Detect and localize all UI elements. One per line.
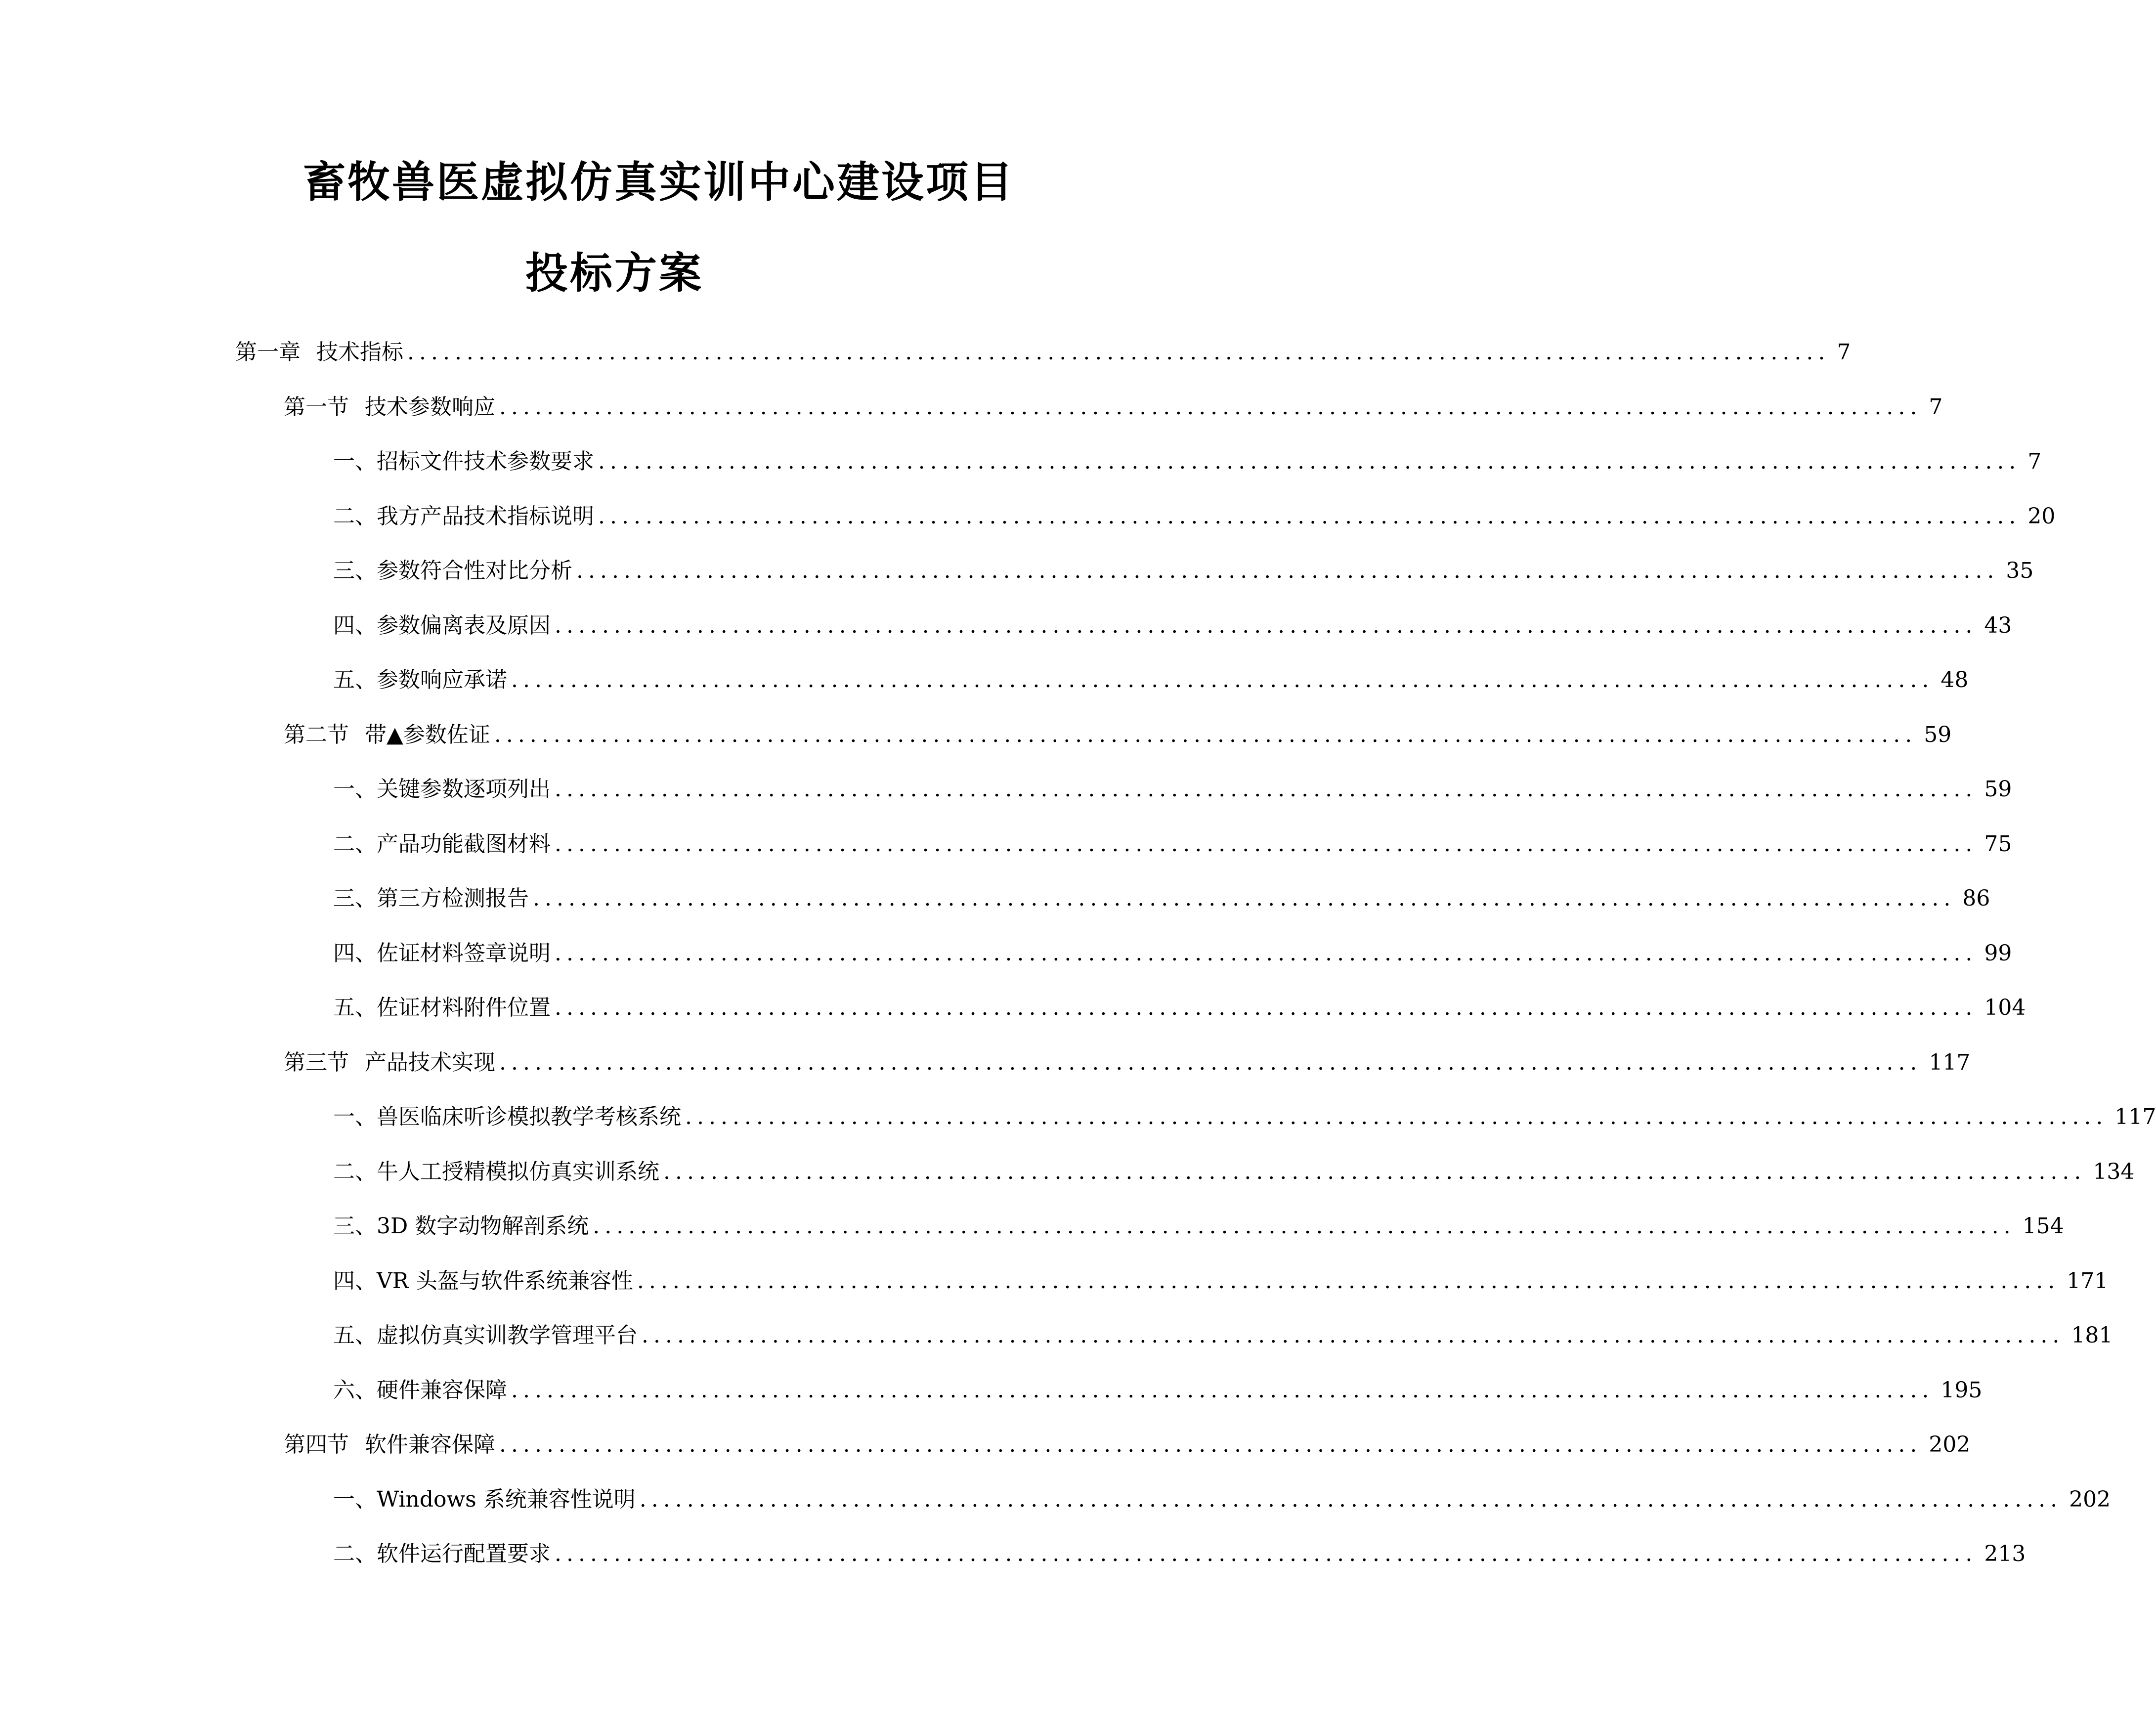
toc-entry-page-number: 48 xyxy=(1940,667,1969,693)
toc-dot-leader: ........................................................................................................................ xyxy=(598,504,2021,529)
toc-dot-leader: ........................................................................................................................ xyxy=(533,886,1956,911)
toc-dot-leader: ........................................................................................................................ xyxy=(511,667,1934,693)
toc-entry-page-number: 202 xyxy=(2069,1487,2111,1512)
toc-entry[interactable] xyxy=(333,991,2026,1025)
toc-entry-page-number: 117 xyxy=(1929,1050,1971,1075)
toc-entry-label: VR 头盔与软件系统兼容性 xyxy=(377,1268,633,1294)
toc-entry[interactable] xyxy=(284,1428,1971,1462)
toc-entry[interactable] xyxy=(333,554,2034,588)
toc-entry-number: 二、 xyxy=(333,1541,377,1566)
toc-entry[interactable] xyxy=(333,1155,2135,1189)
toc-entry-label: 带▲参数佐证 xyxy=(365,722,490,747)
toc-entry[interactable] xyxy=(333,663,1969,697)
toc-entry-page-number: 7 xyxy=(1837,340,1851,365)
toc-entry-label: 参数符合性对比分析 xyxy=(377,558,572,583)
toc-entry-label: 参数偏离表及原因 xyxy=(377,613,551,638)
toc-entry-number: 一、 xyxy=(333,1104,377,1129)
toc-entry[interactable] xyxy=(333,1318,2113,1353)
toc-entry-page-number: 35 xyxy=(2006,558,2034,583)
toc-entry-page-number: 195 xyxy=(1940,1378,1983,1403)
toc-entry-label: Windows 系统兼容性说明 xyxy=(377,1487,636,1512)
toc-entry-number: 五、 xyxy=(333,1323,377,1348)
toc-entry-label: 硬件兼容保障 xyxy=(377,1378,507,1403)
toc-entry-label: 招标文件技术参数要求 xyxy=(377,449,594,474)
document-title-line-2: 投标方案 xyxy=(525,249,703,298)
toc-entry-number: 一、 xyxy=(333,1487,377,1512)
toc-dot-leader: ........................................................................................................................ xyxy=(499,394,1922,420)
toc-entry-page-number: 20 xyxy=(2027,504,2056,529)
toc-entry-number: 二、 xyxy=(333,1159,377,1184)
toc-entry-label: 技术指标 xyxy=(316,340,403,365)
toc-entry-page-number: 181 xyxy=(2071,1323,2113,1348)
toc-entry-label: 兽医临床听诊模拟教学考核系统 xyxy=(377,1104,681,1129)
toc-entry-page-number: 117 xyxy=(2114,1104,2156,1129)
document-title-line-1: 畜牧兽医虚拟仿真实训中心建设项目 xyxy=(303,158,1015,207)
toc-entry[interactable] xyxy=(284,1045,1971,1080)
toc-entry-number: 四、 xyxy=(333,1268,377,1294)
toc-entry-label: 软件运行配置要求 xyxy=(377,1541,551,1566)
toc-dot-leader: ........................................................................................................................ xyxy=(555,831,1978,857)
toc-entry[interactable] xyxy=(333,608,2012,643)
toc-entry-number: 一、 xyxy=(333,777,377,802)
toc-entry-label: 佐证材料签章说明 xyxy=(377,941,551,966)
toc-entry-number: 第四节 xyxy=(284,1432,349,1457)
toc-entry-page-number: 104 xyxy=(1984,995,2026,1020)
toc-entry[interactable] xyxy=(333,936,2012,971)
toc-entry-label: 软件兼容保障 xyxy=(365,1432,495,1457)
toc-entry-page-number: 171 xyxy=(2067,1268,2109,1294)
toc-entry[interactable] xyxy=(333,1264,2109,1299)
toc-entry[interactable] xyxy=(333,827,2012,862)
toc-entry-page-number: 213 xyxy=(1984,1541,2026,1566)
toc-entry[interactable] xyxy=(333,881,1990,916)
toc-entry-label: 参数响应承诺 xyxy=(377,667,507,693)
toc-entry-label: 产品功能截图材料 xyxy=(377,831,551,857)
toc-entry[interactable] xyxy=(333,444,2042,479)
toc-entry-page-number: 59 xyxy=(1924,722,1952,747)
toc-dot-leader: ........................................................................................................................ xyxy=(555,777,1978,802)
toc-entry-page-number: 7 xyxy=(2027,449,2042,474)
toc-entry-page-number: 86 xyxy=(1962,886,1990,911)
toc-entry-number: 二、 xyxy=(333,504,377,529)
toc-entry-page-number: 134 xyxy=(2093,1159,2135,1184)
toc-dot-leader: ........................................................................................................................ xyxy=(663,1159,2086,1184)
toc-entry-label: 我方产品技术指标说明 xyxy=(377,504,594,529)
toc-entry-number: 五、 xyxy=(333,995,377,1020)
toc-dot-leader: ........................................................................................................................ xyxy=(555,613,1978,638)
toc-entry-number: 三、 xyxy=(333,558,377,583)
toc-entry-page-number: 202 xyxy=(1929,1432,1971,1457)
toc-entry-label: 牛人工授精模拟仿真实训系统 xyxy=(377,1159,659,1184)
toc-entry[interactable] xyxy=(235,335,1851,370)
toc-entry-page-number: 7 xyxy=(1929,394,1943,420)
toc-entry-label: 产品技术实现 xyxy=(365,1050,495,1075)
toc-entry[interactable] xyxy=(333,1482,2111,1517)
toc-dot-leader: ........................................................................................................................ xyxy=(407,340,1830,365)
toc-entry-number: 第三节 xyxy=(284,1050,349,1075)
toc-entry[interactable] xyxy=(333,772,2012,807)
toc-dot-leader: ........................................................................................................................ xyxy=(593,1214,2016,1239)
toc-entry-label: 佐证材料附件位置 xyxy=(377,995,551,1020)
toc-entry-label: 关键参数逐项列出 xyxy=(377,777,551,802)
toc-entry[interactable] xyxy=(333,1537,2026,1571)
toc-dot-leader: ........................................................................................................................ xyxy=(555,1541,1978,1566)
toc-dot-leader: ........................................................................................................................ xyxy=(642,1323,2065,1348)
toc-entry-number: 第二节 xyxy=(284,722,349,747)
toc-entry-page-number: 75 xyxy=(1984,831,2012,857)
toc-dot-leader: ........................................................................................................................ xyxy=(499,1432,1922,1457)
toc-entry-number: 三、 xyxy=(333,1214,377,1239)
toc-dot-leader: ........................................................................................................................ xyxy=(555,995,1978,1020)
toc-dot-leader: ........................................................................................................................ xyxy=(639,1487,2063,1512)
toc-dot-leader: ........................................................................................................................ xyxy=(511,1378,1934,1403)
toc-entry-number: 二、 xyxy=(333,831,377,857)
toc-entry-label: 技术参数响应 xyxy=(365,394,495,420)
toc-entry-number: 四、 xyxy=(333,941,377,966)
toc-entry-label: 第三方检测报告 xyxy=(377,886,529,911)
toc-entry-page-number: 99 xyxy=(1984,941,2012,966)
toc-dot-leader: ........................................................................................................................ xyxy=(685,1104,2108,1129)
toc-entry[interactable] xyxy=(333,1373,1983,1408)
toc-entry[interactable] xyxy=(333,499,2056,534)
toc-entry-number: 第一节 xyxy=(284,394,349,420)
toc-entry-page-number: 154 xyxy=(2022,1214,2064,1239)
toc-dot-leader: ........................................................................................................................ xyxy=(499,1050,1922,1075)
toc-entry-number: 四、 xyxy=(333,613,377,638)
toc-entry-page-number: 59 xyxy=(1984,777,2012,802)
toc-entry-number: 六、 xyxy=(333,1378,377,1403)
toc-entry-number: 五、 xyxy=(333,667,377,693)
toc-entry-label: 3D 数字动物解剖系统 xyxy=(377,1214,589,1239)
toc-entry[interactable] xyxy=(284,390,1943,425)
toc-entry-number: 一、 xyxy=(333,449,377,474)
toc-dot-leader: ........................................................................................................................ xyxy=(576,558,1999,583)
toc-entry-page-number: 43 xyxy=(1984,613,2012,638)
toc-dot-leader: ........................................................................................................................ xyxy=(555,941,1978,966)
toc-dot-leader: ........................................................................................................................ xyxy=(637,1268,2060,1294)
toc-dot-leader: ........................................................................................................................ xyxy=(598,449,2021,474)
toc-entry[interactable] xyxy=(284,718,1952,752)
toc-entry-label: 虚拟仿真实训教学管理平台 xyxy=(377,1323,638,1348)
toc-dot-leader: ........................................................................................................................ xyxy=(494,722,1917,747)
toc-entry-number: 三、 xyxy=(333,886,377,911)
toc-entry-number: 第一章 xyxy=(235,340,301,365)
toc-entry[interactable] xyxy=(333,1209,2064,1244)
toc-entry[interactable] xyxy=(333,1100,2156,1134)
